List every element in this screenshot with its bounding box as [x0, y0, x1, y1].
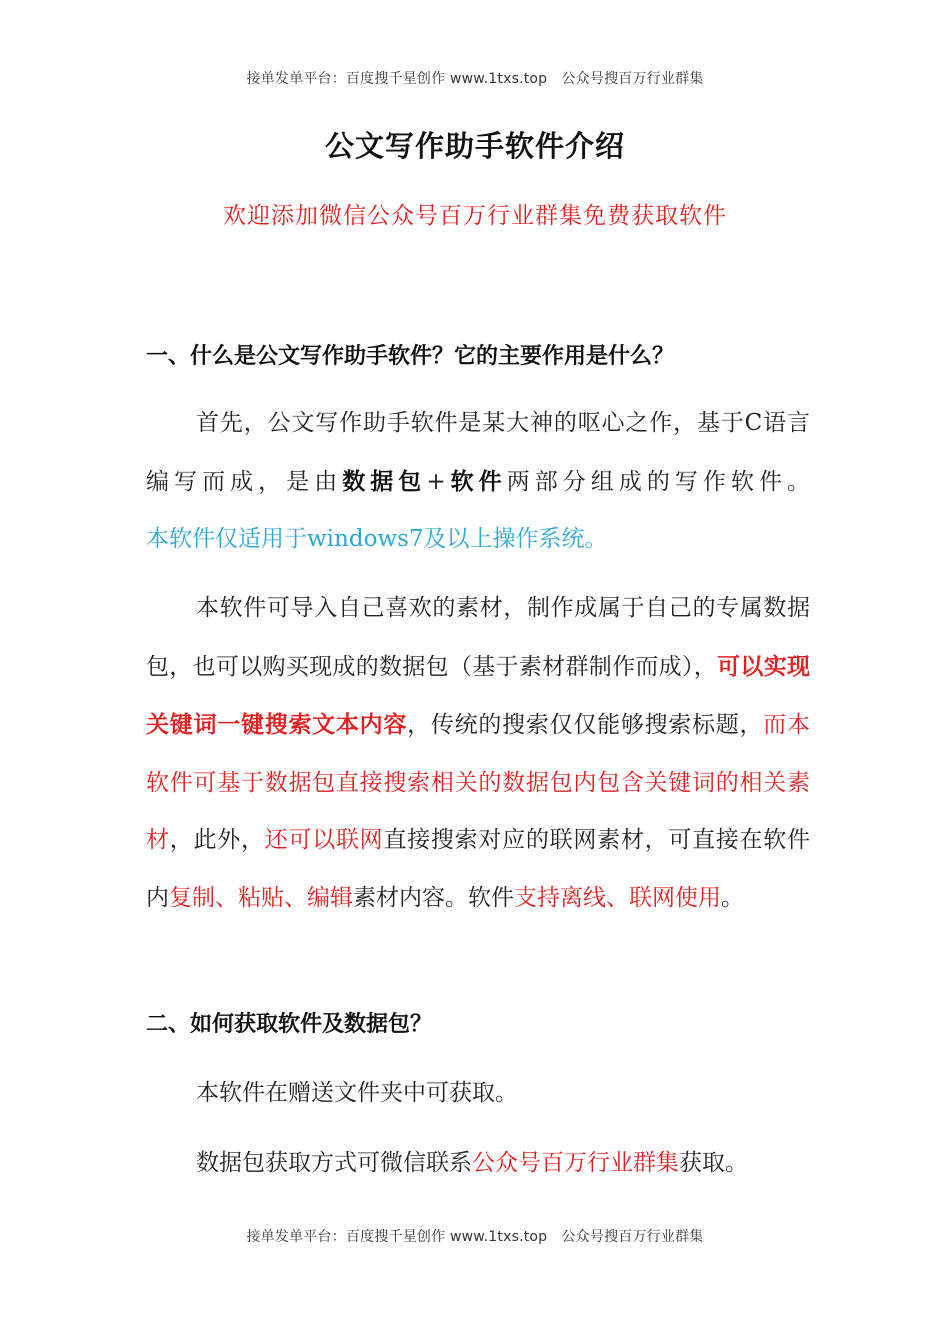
text-run: ，传统的搜索仅仅能够搜索标题，: [407, 712, 764, 738]
section-2-paragraph-2: [146, 1135, 810, 1193]
red-text-run: 支持离线、联网使用: [514, 884, 721, 911]
page-footer: 接单发单平台：百度搜千星创作 www.1txs.top 公众号搜百万行业群集: [246, 1229, 704, 1245]
red-text-run: 复制、粘贴、编辑: [169, 884, 353, 911]
text-run: +: [426, 468, 446, 495]
section-1-paragraph-1: [146, 395, 810, 569]
text-run: 。: [721, 884, 744, 911]
red-bold-text-run: 可以实现关键词一键搜索文本内容: [146, 652, 811, 738]
section-1-heading: 一、什么是公文写作助手软件？它的主要作用是什么？: [146, 343, 675, 369]
section-2-heading: 二、如何获取软件及数据包？: [146, 1011, 433, 1037]
text-run: 数据包获取方式可微信联系: [196, 1150, 472, 1176]
section-2-paragraph-1: 本软件在赠送文件夹中可获取。: [196, 1080, 518, 1106]
text-run: 素材内容。软件: [353, 884, 514, 911]
red-text-run: 公众号百万行业群集: [472, 1150, 679, 1176]
document-title: 公文写作助手软件介绍: [324, 129, 625, 163]
red-text-run: 还可以联网: [264, 827, 384, 853]
text-run: ，此外，: [169, 827, 265, 853]
page-header: 接单发单平台：百度搜千星创作 www.1txs.top 公众号搜百万行业群集: [246, 71, 704, 87]
blue-text-run: 本软件仅适用于windows7及以上操作系统。: [146, 526, 608, 552]
bold-text-run: 数据包: [342, 467, 427, 495]
text-run: 本软件可导入自己喜欢的素材，制作成属于自己的专属数据包，也可以购买现成的数据包（基于素材群制作而成），: [146, 595, 810, 680]
text-run: 两部分组成的写作软件。: [506, 468, 810, 495]
text-run: 直接搜索对应的联网素材，可直接在软件内: [146, 827, 811, 911]
document-subtitle: 欢迎添加微信公众号百万行业群集免费获取软件: [223, 203, 727, 229]
text-run: 首先，公文写作助手软件是某大神的呕心之作，基于C语言编写而成，是由: [146, 410, 810, 495]
text-run: 获取。: [679, 1150, 748, 1176]
bold-text-run: 软件: [445, 467, 507, 495]
red-text-run: 而本软件可基于数据包直接搜索相关的数据包内包含关键词的相关素材: [146, 712, 811, 853]
section-1-paragraph-2: [146, 580, 810, 927]
